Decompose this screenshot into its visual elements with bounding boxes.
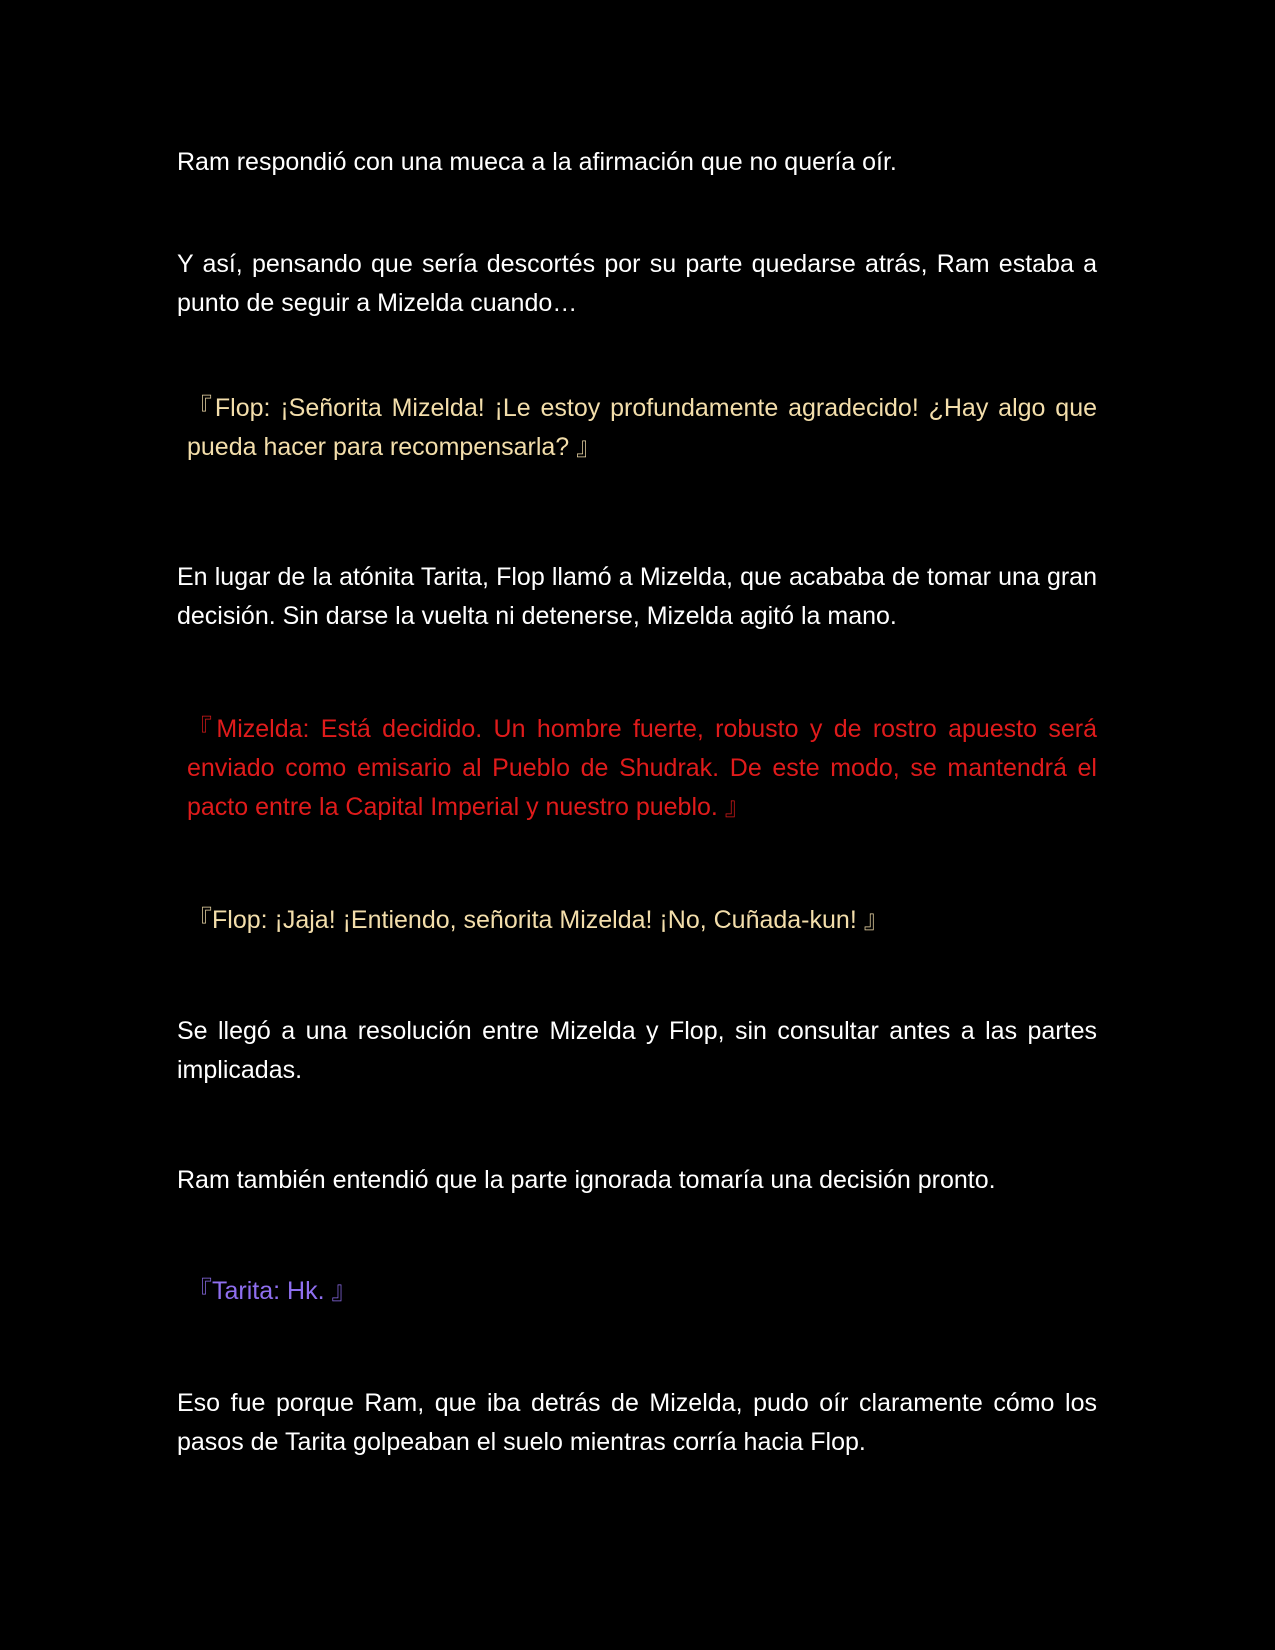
narration-paragraph: Y así, pensando que sería descortés por su parte quedarse atrás, Ram estaba a punto de seguir a Mizelda cuando… — [177, 250, 1097, 317]
dialogue-mizelda: 『Mizelda: Está decidido. Un hombre fuerte, robusto y de rostro apuesto será enviado como emisario al Pueblo de Shudrak. De este modo, se mantendrá el pacto entre la Capital Imperial y nuestro pueblo. 』 — [187, 715, 1097, 821]
dialogue-tarita: 『Tarita: Hk. 』 — [187, 1277, 357, 1305]
narration-paragraph: Ram respondió con una mueca a la afirmación que no quería oír. — [177, 148, 897, 176]
dialogue-flop: 『Flop: ¡Jaja! ¡Entiendo, señorita Mizelda! ¡No, Cuñada-kun! 』 — [187, 906, 889, 934]
narration-paragraph: Eso fue porque Ram, que iba detrás de Mizelda, pudo oír claramente cómo los pasos de Tarita golpeaban el suelo mientras corría hacia Flop. — [177, 1389, 1097, 1456]
narration-paragraph: Se llegó a una resolución entre Mizelda y Flop, sin consultar antes a las partes implicadas. — [177, 1017, 1097, 1084]
dialogue-flop: 『Flop: ¡Señorita Mizelda! ¡Le estoy profundamente agradecido! ¿Hay algo que pueda hacer para recompensarla? 』 — [187, 394, 1097, 461]
narration-paragraph: Ram también entendió que la parte ignorada tomaría una decisión pronto. — [177, 1166, 996, 1194]
document-page — [177, 0, 1097, 1650]
narration-paragraph: En lugar de la atónita Tarita, Flop llamó a Mizelda, que acababa de tomar una gran decisión. Sin darse la vuelta ni detenerse, Mizelda agitó la mano. — [177, 563, 1097, 630]
